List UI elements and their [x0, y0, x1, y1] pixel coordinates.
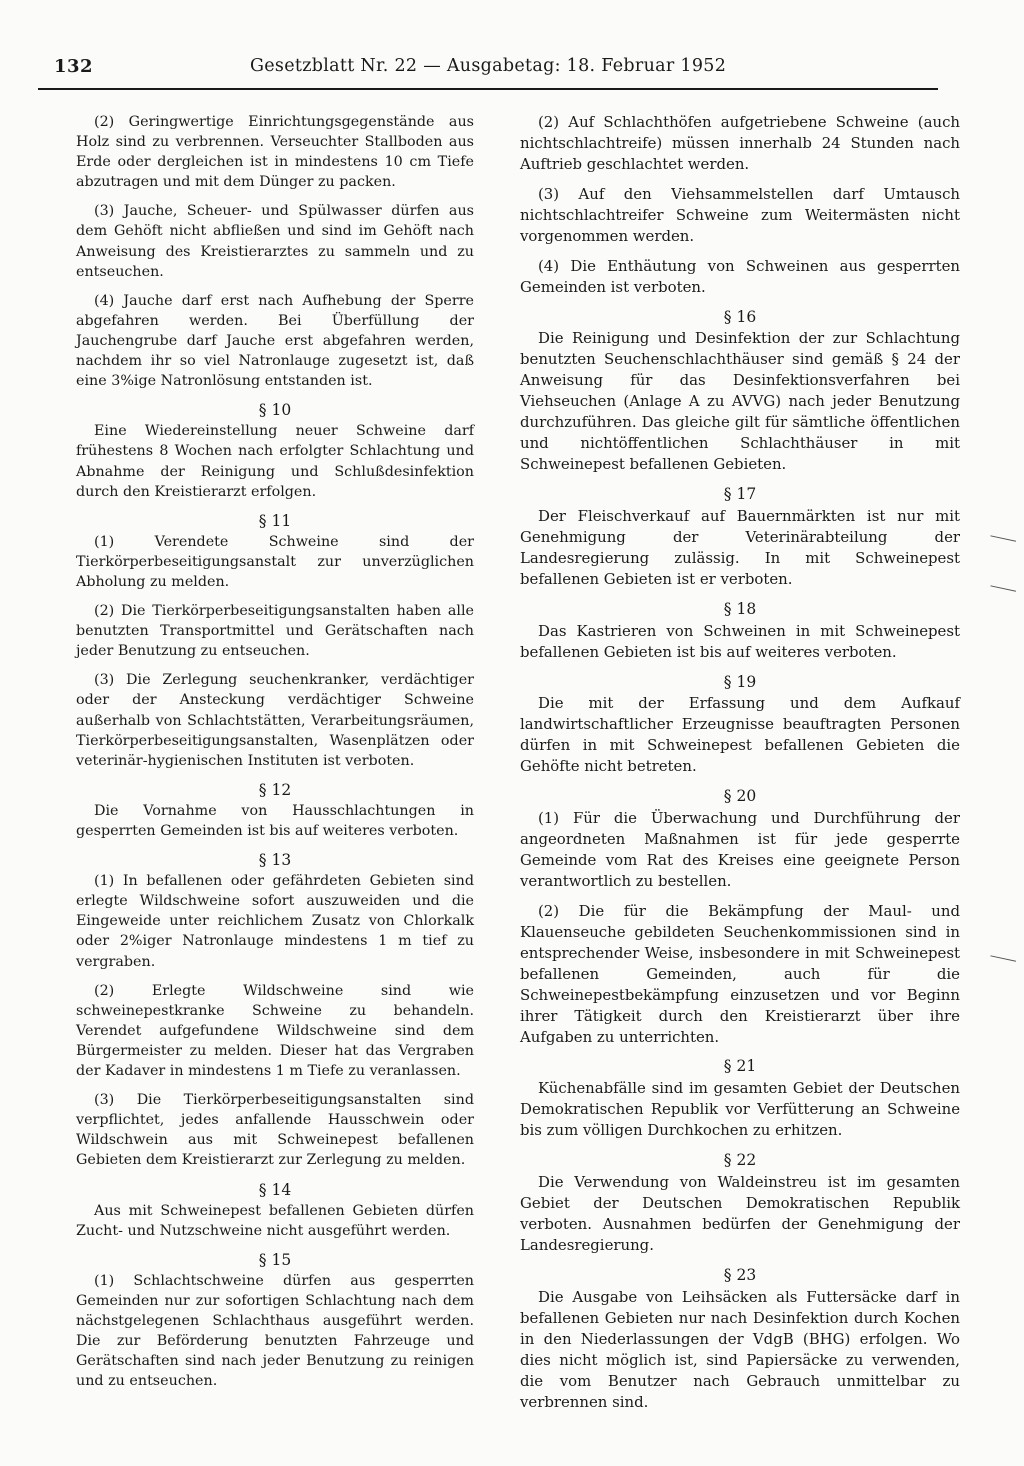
paragraph: Die Reinigung und Desinfektion der zur Schlachtung benutzten Seuchenschlachthäuser sind gemäß § 24 der Anweisung für das Desinfektionsverfahren bei Viehseuchen (Anlage A zu AVVG) nach jeder Benutzung durchzuführen. Das gleiche gilt für sämtliche öffentlichen und nichtöffentlichen Schlachthäuser in mit Schweinepest befallenen Gebieten. — [520, 329, 960, 474]
paragraph: (1) Schlachtschweine dürfen aus gesperrten Gemeinden nur zur sofortigen Schlachtung nach dem nächstgelegenen Schlachthaus ausgeführt werden. Die zur Beförderung benutzten Fahrzeuge und Gerätschaften sind nach jeder Benutzung zu reinigen und zu entseuchen. — [76, 1272, 474, 1390]
section-heading: § 23 — [723, 1265, 757, 1284]
paragraph: (1) Verendete Schweine sind der Tierkörperbeseitigungsanstalt zur unverzüglichen Abholung zu melden. — [76, 533, 474, 590]
paragraph: (3) Die Tierkörperbeseitigungsanstalten sind verpflichtet, jedes anfallende Hausschwein oder Wildschwein aus mit Schweinepest befallenen Gebieten dem Kreistierarzt zur Zerlegung zu melden. — [76, 1092, 474, 1169]
paragraph: (2) Geringwertige Einrichtungsgegenstände aus Holz sind zu verbrennen. Verseuchter Stallboden aus Erde oder dergleichen ist in mindestens 10 cm Tiefe abzutragen und mit dem Dünger zu packen. — [76, 114, 474, 191]
paragraph: Der Fleischverkauf auf Bauernmärkten ist nur mit Genehmigung der Veterinärabteilung der Landesregierung zulässig. In mit Schweinepest befallenen Gebieten ist er verboten. — [520, 506, 960, 588]
section-heading: § 18 — [723, 599, 757, 618]
paragraph: (2) Auf Schlachthöfen aufgetriebene Schweine (auch nichtschlachtreife) müssen innerhalb 24 Stunden nach Auftrieb geschlachtet werden. — [520, 113, 960, 173]
page-number: 132 — [54, 56, 94, 77]
paragraph: Eine Wiedereinstellung neuer Schweine darf frühestens 8 Wochen nach erfolgter Schlachtung und Abnahme der Reinigung und Schlußdesinfektion durch den Kreistierarzt erfolgen. — [76, 423, 474, 500]
paragraph: (4) Jauche darf erst nach Aufhebung der Sperre abgefahren werden. Bei Überfüllung der Jauchengrube darf Jauche erst abgefahren werden, nachdem ihr so viel Natronlauge zugesetzt ist, daß eine 3%ige Natronlösung entstanden ist. — [76, 292, 474, 390]
paragraph: (2) Die für die Bekämpfung der Maul- und Klauenseuche gebildeten Seuchenkommissionen sind in entsprechender Weise, insbesondere in mit Schweinepest befallenen Gemeinden, auch für die Schweinepestbekämpfung einzusetzen und vor Beginn ihrer Tätigkeit durch den Kreistierarzt über ihre Aufgaben zu unterrichten. — [520, 901, 960, 1046]
paragraph: (2) Die Tierkörperbeseitigungsanstalten haben alle benutzten Transportmittel und Gerätschaften nach jeder Benutzung zu entseuchen. — [76, 603, 474, 660]
gazette-title: Gesetzblatt Nr. 22 — Ausgabetag: 18. Februar 1952 — [250, 56, 727, 76]
margin-mark — [990, 955, 1016, 963]
page-header — [38, 54, 938, 90]
paragraph: (2) Erlegte Wildschweine sind wie schweinepestkranke Schweine zu behandeln. Verendet aufgefundene Wildschweine sind dem Bürgermeister zu melden. Dieser hat das Vergraben der Kadaver in mindestens 1 m Tiefe zu veranlassen. — [76, 982, 474, 1080]
paragraph: (3) Die Zerlegung seuchenkranker, verdächtiger oder der Ansteckung verdächtiger Schweine außerhalb von Schlachtstätten, Verarbeitungsräumen, Tierkörperbeseitigungsanstalten, Wasenplätzen oder veterinär-hygienischen Instituten ist verboten. — [76, 672, 474, 769]
section-heading: § 15 — [258, 1250, 292, 1269]
section-heading: § 16 — [723, 307, 757, 326]
section-heading: § 10 — [258, 401, 292, 420]
section-heading: § 17 — [723, 485, 757, 503]
section-heading: § 22 — [723, 1151, 757, 1170]
section-heading: § 20 — [723, 787, 757, 806]
paragraph: (4) Die Enthäutung von Schweinen aus gesperrten Gemeinden ist verboten. — [520, 256, 960, 296]
left-column — [76, 112, 474, 1400]
paragraph: Aus mit Schweinepest befallenen Gebieten dürfen Zucht- und Nutzschweine nicht ausgeführt werden. — [76, 1202, 474, 1239]
paragraph: (1) Für die Überwachung und Durchführung der angeordneten Maßnahmen ist für jede gesperrte Gemeinde vom Rat des Kreises eine geeignete Person verantwortlich zu bestellen. — [520, 809, 960, 890]
margin-mark — [990, 585, 1016, 593]
paragraph: (3) Auf den Viehsammelstellen darf Umtausch nichtschlachtreifer Schweine zum Weitermästen nicht vorgenommen werden. — [520, 184, 960, 245]
paragraph: Das Kastrieren von Schweinen in mit Schweinepest befallenen Gebieten ist bis auf weiteres verboten. — [520, 621, 960, 661]
paragraph: Die Vornahme von Hausschlachtungen in gesperrten Gemeinden ist bis auf weiteres verboten. — [76, 802, 474, 839]
section-heading: § 14 — [258, 1180, 292, 1199]
section-heading: § 12 — [258, 780, 292, 799]
section-heading: § 13 — [258, 851, 292, 870]
section-heading: § 11 — [258, 511, 292, 530]
margin-mark — [990, 535, 1016, 543]
paragraph: Die Ausgabe von Leihsäcken als Futtersäcke darf in befallenen Gebieten nur nach Desinfektion durch Kochen in den Niederlassungen der VdgB (BHG) erfolgen. Wo dies nicht möglich ist, sind Papiersäcke zu verwenden, die vom Benutzer nach Gebrauch unmittelbar zu verbrennen sind. — [520, 1287, 960, 1411]
paragraph: (1) In befallenen oder gefährdeten Gebieten sind erlegte Wildschweine sofort auszuweiden und die Eingeweide unter reichlichem Zusatz von Chlorkalk oder 2%iger Natronlauge mindestens 1 m tief zu vergraben. — [76, 873, 474, 970]
paragraph: Die Verwendung von Waldeinstreu ist im gesamten Gebiet der Deutschen Demokratischen Republik verboten. Ausnahmen bedürfen der Genehmigung der Landesregierung. — [520, 1173, 960, 1254]
section-heading: § 21 — [723, 1057, 757, 1076]
right-column — [520, 112, 960, 1421]
paragraph: Küchenabfälle sind im gesamten Gebiet der Deutschen Demokratischen Republik vor Verfütterung an Schweine bis zum völligen Durchkochen zu erhitzen. — [520, 1079, 960, 1140]
section-heading: § 19 — [723, 672, 757, 691]
paragraph: (3) Jauche, Scheuer- und Spülwasser dürfen aus dem Gehöft nicht abfließen und sind im Gehöft nach Anweisung des Kreistierarztes zu sammeln und zu entseuchen. — [76, 203, 474, 280]
paragraph: Die mit der Erfassung und dem Aufkauf landwirtschaftlicher Erzeugnisse beauftragten Personen dürfen in mit Schweinepest befallenen Gebieten die Gehöfte nicht betreten. — [520, 694, 960, 776]
